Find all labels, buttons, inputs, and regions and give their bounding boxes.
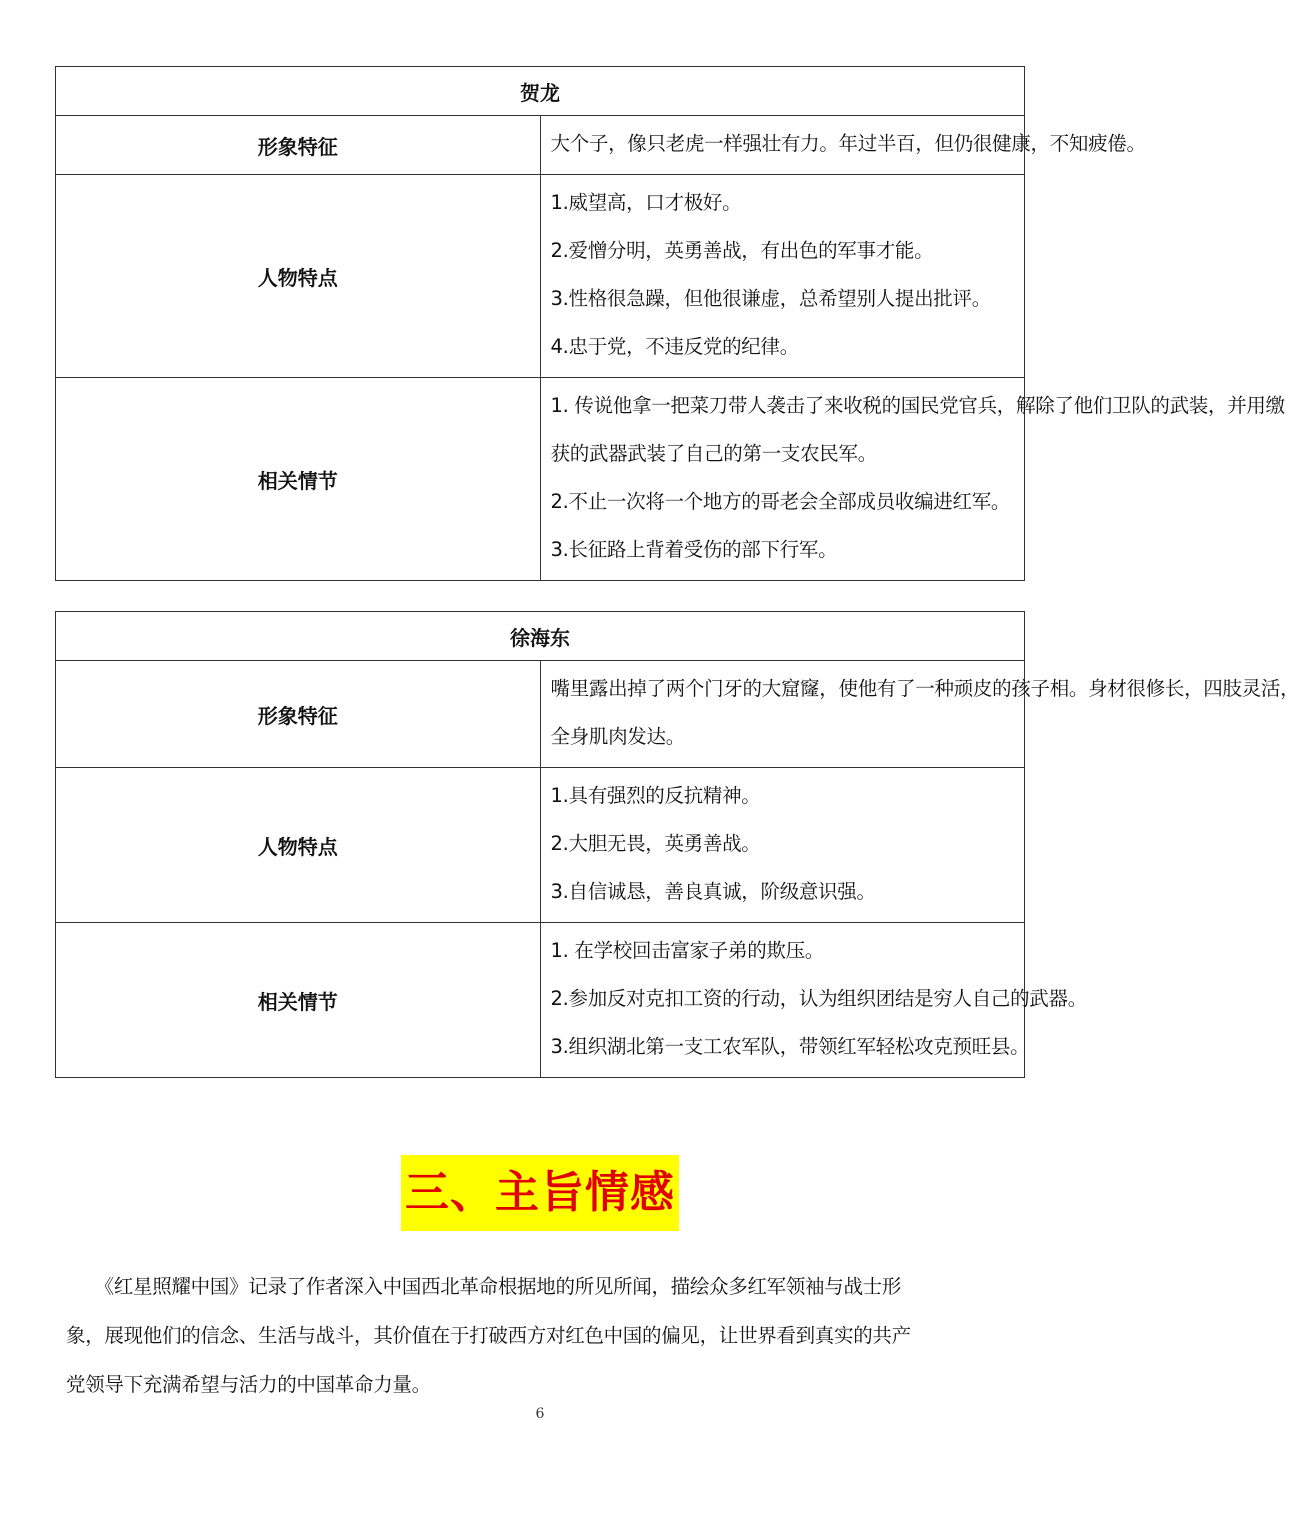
content-line: 全身肌肉发达。 [550,725,685,748]
character-name: 贺龙 [56,67,1025,116]
row-content [540,378,1285,581]
table-row [56,175,1025,378]
table-row [56,923,1025,1078]
paragraph-line: 党领导下充满希望与活力的中国革命力量。 [66,1373,431,1396]
row-label: 人物特点 [56,175,541,378]
character-table-he-long [55,66,1285,581]
character-table-xu-haidong [55,611,1299,1078]
row-label: 形象特征 [56,661,541,768]
page-number: 6 [535,1406,545,1422]
content-line: 3.自信诚恳，善良真诚，阶级意识强。 [550,880,876,903]
content-line: 大个子，像只老虎一样强壮有力。年过半百，但仍很健康，不知疲倦。 [550,132,1146,155]
row-content [540,175,1025,378]
row-content [540,923,1087,1078]
content-line: 4.忠于党，不违反党的纪律。 [550,335,799,358]
content-line: 2.不止一次将一个地方的哥老会全部成员收编进红军。 [550,490,1011,513]
content-line: 1.具有强烈的反抗精神。 [550,784,761,807]
section-heading-wrap [0,1155,1080,1231]
content-line: 1.威望高，口才极好。 [550,191,742,214]
table-header-row [56,612,1025,661]
content-line: 获的武器武装了自己的第一支农民军。 [550,442,877,465]
table-row [56,116,1025,175]
row-label: 人物特点 [56,768,541,923]
row-content [540,661,1299,768]
body-paragraph [66,1262,1026,1409]
row-content [540,768,1025,923]
content-line: 1. 传说他拿一把菜刀带人袭击了来收税的国民党官兵，解除了他们卫队的武装，并用缴 [550,394,1285,417]
row-label: 相关情节 [56,378,541,581]
paragraph-line: 象，展现他们的信念、生活与战斗，其价值在于打破西方对红色中国的偏见，让世界看到真实的共产 [66,1324,911,1347]
table-row [56,378,1025,581]
content-line: 3.性格很急躁，但他很谦虚，总希望别人提出批评。 [550,287,991,310]
content-line: 2.大胆无畏，英勇善战。 [550,832,761,855]
table-header-row [56,67,1025,116]
row-label: 相关情节 [56,923,541,1078]
content-line: 1. 在学校回击富家子弟的欺压。 [550,939,825,962]
character-name: 徐海东 [56,612,1025,661]
content-line: 2.参加反对克扣工资的行动，认为组织团结是穷人自己的武器。 [550,987,1087,1010]
content-line: 嘴里露出掉了两个门牙的大窟窿，使他有了一种顽皮的孩子相。身材很修长，四肢灵活， [550,677,1299,700]
table-row [56,768,1025,923]
content-line: 3.长征路上背着受伤的部下行军。 [550,538,838,561]
content-line: 3.组织湖北第一支工农军队，带领红军轻松攻克预旺县。 [550,1035,1030,1058]
row-content [540,116,1146,175]
paragraph-line: 《红星照耀中国》记录了作者深入中国西北革命根据地的所见所闻，描绘众多红军领袖与战士形 [66,1275,902,1298]
content-line: 2.爱憎分明，英勇善战，有出色的军事才能。 [550,239,934,262]
table-row [56,661,1025,768]
row-label: 形象特征 [56,116,541,175]
section-heading: 三、主旨情感 [401,1155,679,1231]
